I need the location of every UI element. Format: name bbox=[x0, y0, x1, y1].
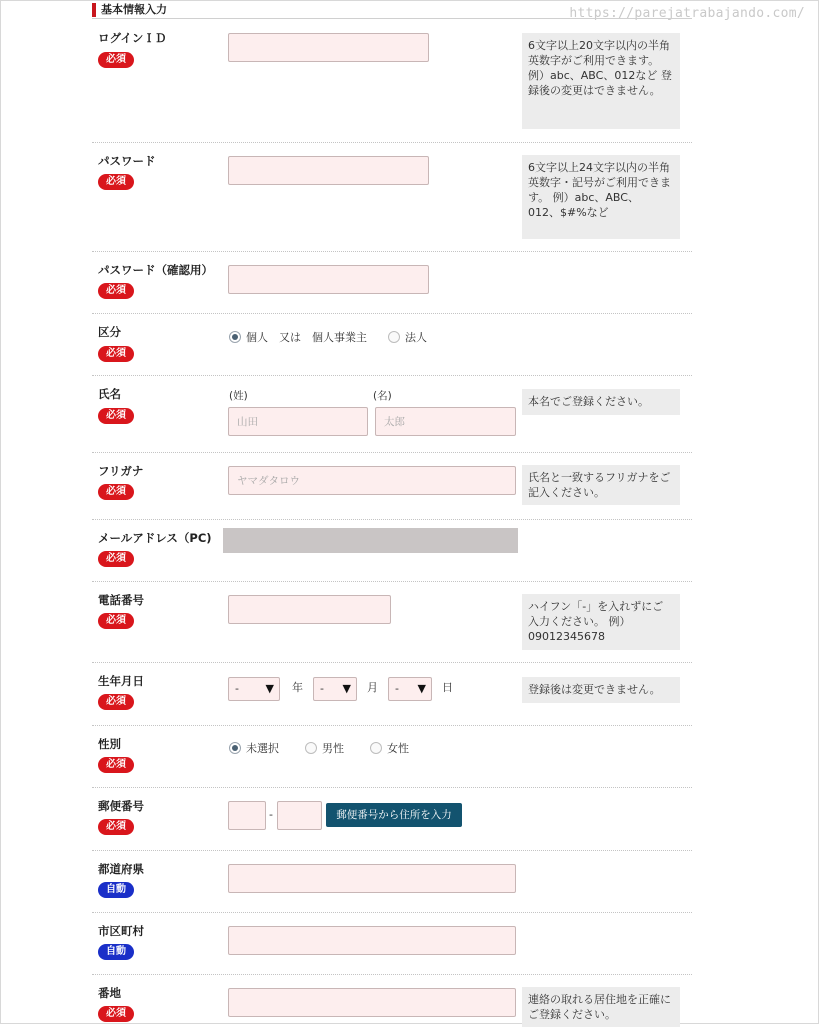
required-badge: 必須 bbox=[98, 174, 134, 190]
postal-code-label: 郵便番号 bbox=[98, 799, 144, 813]
row-password-confirm bbox=[92, 252, 692, 314]
birthdate-note: 登録後は変更できません。 bbox=[522, 677, 680, 703]
gender-male-radio[interactable] bbox=[305, 742, 317, 754]
first-name-sublabel: (名) bbox=[373, 390, 392, 402]
last-name-sublabel: (姓) bbox=[229, 390, 248, 402]
row-address bbox=[92, 975, 692, 1024]
category-corporation-label: 法人 bbox=[405, 331, 427, 344]
password-input[interactable] bbox=[228, 156, 429, 185]
auto-badge: 自動 bbox=[98, 882, 134, 898]
month-unit: 月 bbox=[367, 681, 378, 694]
phone-input[interactable] bbox=[228, 595, 391, 624]
gender-label: 性別 bbox=[98, 737, 121, 751]
name-label: 氏名 bbox=[98, 387, 121, 401]
gender-male-label: 男性 bbox=[322, 742, 344, 755]
required-badge: 必須 bbox=[98, 346, 134, 362]
postal-code-second-input[interactable] bbox=[277, 801, 322, 830]
password-label: パスワード bbox=[98, 154, 156, 168]
row-postal-code bbox=[92, 788, 692, 851]
furigana-label: フリガナ bbox=[98, 464, 144, 478]
postal-code-separator: - bbox=[269, 808, 273, 821]
gender-unselected-radio[interactable] bbox=[229, 742, 241, 754]
birth-day-value: - bbox=[395, 682, 399, 695]
category-individual-radio[interactable] bbox=[229, 331, 241, 343]
postal-lookup-button[interactable]: 郵便番号から住所を入力 bbox=[326, 803, 462, 827]
required-badge: 必須 bbox=[98, 484, 134, 500]
watermark: https://parejatrabajando.com/ bbox=[569, 6, 805, 21]
address-label: 番地 bbox=[98, 986, 121, 1000]
required-badge: 必須 bbox=[98, 1006, 134, 1022]
section-title: 基本情報入力 bbox=[101, 3, 167, 16]
password-note: 6文字以上24文字以内の半角英数字・記号がご利用できます。 例）abc、ABC、012、$#%など bbox=[522, 155, 680, 239]
row-birthdate bbox=[92, 663, 692, 726]
required-badge: 必須 bbox=[98, 757, 134, 773]
day-unit: 日 bbox=[442, 681, 453, 694]
first-name-input[interactable]: 太郎 bbox=[375, 407, 516, 436]
name-note: 本名でご登録ください。 bbox=[522, 389, 680, 415]
prefecture-input[interactable] bbox=[228, 864, 516, 893]
row-prefecture bbox=[92, 851, 692, 913]
login-id-note: 6文字以上20文字以内の半角英数字がご利用できます。 例）abc、ABC、012など 登録後の変更はできません。 bbox=[522, 33, 680, 129]
row-category bbox=[92, 314, 692, 376]
row-phone bbox=[92, 582, 692, 663]
gender-female-label: 女性 bbox=[387, 742, 409, 755]
year-unit: 年 bbox=[292, 681, 303, 694]
category-label: 区分 bbox=[98, 325, 121, 339]
dropdown-arrow-icon: ▼ bbox=[417, 682, 426, 695]
required-badge: 必須 bbox=[98, 408, 134, 424]
postal-code-first-input[interactable] bbox=[228, 801, 266, 830]
login-id-label: ログインＩＤ bbox=[98, 31, 167, 45]
birth-year-value: - bbox=[235, 682, 239, 695]
gender-female-radio[interactable] bbox=[370, 742, 382, 754]
section-accent-bar bbox=[92, 3, 96, 17]
row-email bbox=[92, 520, 692, 582]
furigana-input[interactable]: ヤマダタロウ bbox=[228, 466, 516, 495]
city-input[interactable] bbox=[228, 926, 516, 955]
gender-unselected-label: 未選択 bbox=[246, 742, 279, 755]
address-note: 連絡の取れる居住地を正確にご登録ください。 bbox=[522, 987, 680, 1027]
required-badge: 必須 bbox=[98, 819, 134, 835]
address-input[interactable] bbox=[228, 988, 516, 1017]
birth-month-value: - bbox=[320, 682, 324, 695]
birth-month-select[interactable] bbox=[313, 677, 357, 701]
row-password bbox=[92, 143, 692, 252]
category-individual-label: 個人 又は 個人事業主 bbox=[246, 331, 367, 344]
prefecture-label: 都道府県 bbox=[98, 862, 144, 876]
row-gender bbox=[92, 726, 692, 788]
email-field-disabled bbox=[223, 528, 518, 553]
row-furigana bbox=[92, 453, 692, 520]
required-badge: 必須 bbox=[98, 52, 134, 68]
email-label: メールアドレス（PC) bbox=[98, 531, 212, 545]
furigana-note: 氏名と一致するフリガナをご記入ください。 bbox=[522, 465, 680, 505]
password-confirm-input[interactable] bbox=[228, 265, 429, 294]
phone-note: ハイフン「-」を入れずにご入力ください。 例）09012345678 bbox=[522, 594, 680, 650]
section-header bbox=[92, 0, 692, 19]
birth-day-select[interactable] bbox=[388, 677, 432, 701]
birthdate-label: 生年月日 bbox=[98, 674, 144, 688]
required-badge: 必須 bbox=[98, 283, 134, 299]
category-corporation-radio[interactable] bbox=[388, 331, 400, 343]
auto-badge: 自動 bbox=[98, 944, 134, 960]
required-badge: 必須 bbox=[98, 694, 134, 710]
dropdown-arrow-icon: ▼ bbox=[342, 682, 351, 695]
phone-label: 電話番号 bbox=[98, 593, 144, 607]
row-name bbox=[92, 376, 692, 453]
dropdown-arrow-icon: ▼ bbox=[265, 682, 274, 695]
city-label: 市区町村 bbox=[98, 924, 144, 938]
last-name-input[interactable]: 山田 bbox=[228, 407, 368, 436]
required-badge: 必須 bbox=[98, 551, 134, 567]
birth-year-select[interactable] bbox=[228, 677, 280, 701]
row-city bbox=[92, 913, 692, 975]
row-login-id bbox=[92, 18, 692, 143]
login-id-input[interactable] bbox=[228, 33, 429, 62]
required-badge: 必須 bbox=[98, 613, 134, 629]
password-confirm-label: パスワード（確認用） bbox=[98, 263, 213, 277]
